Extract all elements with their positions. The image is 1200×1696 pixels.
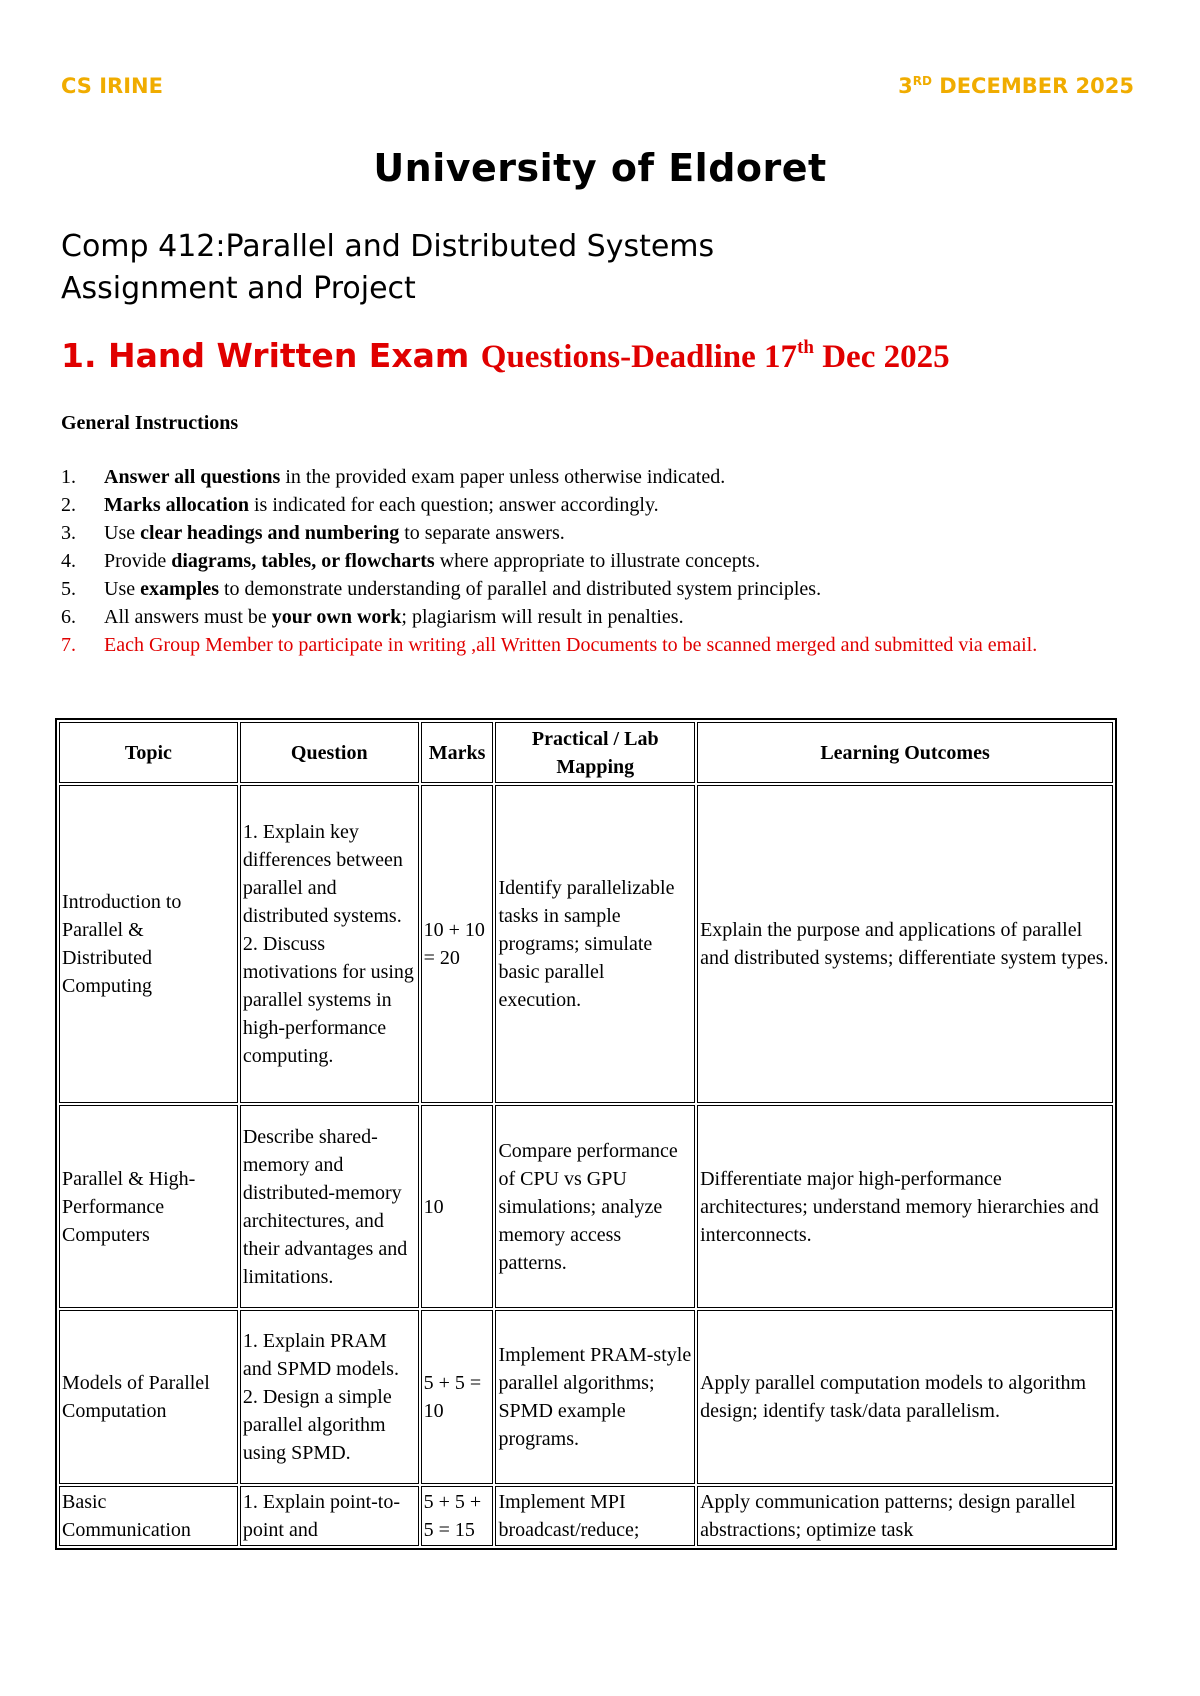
table-row (59, 785, 1113, 1103)
topic-cell: Parallel & High-Performance Computers (59, 1105, 238, 1308)
practical-cell: Implement MPI broadcast/reduce; (495, 1486, 695, 1546)
question-cell: 1. Explain PRAM and SPMD models. 2. Design a simple parallel algorithm using SPMD. (240, 1310, 419, 1484)
outcomes-cell: Apply parallel computation models to algorithm design; identify task/data parallelism. (697, 1310, 1113, 1484)
marks-cell: 10 (421, 1105, 494, 1308)
header-topic: Topic (59, 722, 238, 783)
header-author: CS IRINE (61, 74, 163, 98)
general-instructions-heading: General Instructions (61, 412, 239, 434)
instructions-list (61, 463, 1061, 659)
instruction-item: 4. Provide diagrams, tables, or flowcharts where appropriate to illustrate concepts. (61, 550, 761, 572)
assignment-table (55, 718, 1117, 1550)
header-question: Question (240, 722, 419, 783)
instruction-item: 1. Answer all questions in the provided exam paper unless otherwise indicated. (61, 466, 726, 488)
instruction-item: 6. All answers must be your own work; plagiarism will result in penalties. (61, 606, 684, 628)
header-practical: Practical / Lab Mapping (495, 722, 695, 783)
outcomes-cell: Differentiate major high-performance architectures; understand memory hierarchies and interconnects. (697, 1105, 1113, 1308)
course-name: Comp 412:Parallel and Distributed Systems (61, 229, 715, 264)
outcomes-cell: Apply communication patterns; design parallel abstractions; optimize task (697, 1486, 1113, 1546)
section-heading: 1. Hand Written Exam Questions-Deadline 17th Dec 2025 (61, 336, 950, 375)
course-title (61, 226, 714, 310)
question-cell: 1. Explain key differences between parallel and distributed systems. 2. Discuss motivations for using parallel systems in high-performance computing. (240, 785, 419, 1103)
header-marks: Marks (421, 722, 494, 783)
instruction-item: 3. Use clear headings and numbering to separate answers. (61, 522, 565, 544)
header-date: 3RD DECEMBER 2025 (898, 74, 1134, 98)
table-row (59, 1105, 1113, 1308)
table-header-row (59, 722, 1113, 783)
page-header (61, 74, 1134, 110)
topic-cell: Introduction to Parallel & Distributed Computing (59, 785, 238, 1103)
practical-cell: Identify parallelizable tasks in sample programs; simulate basic parallel execution. (495, 785, 695, 1103)
marks-cell: 5 + 5 = 10 (421, 1310, 494, 1484)
question-cell: Describe shared-memory and distributed-memory architectures, and their advantages and limitations. (240, 1105, 419, 1308)
outcomes-cell: Explain the purpose and applications of parallel and distributed systems; differentiate system types. (697, 785, 1113, 1103)
instruction-item: 5. Use examples to demonstrate understanding of parallel and distributed system principles. (61, 578, 822, 600)
table-row (59, 1486, 1113, 1546)
topic-cell: Basic Communication (59, 1486, 238, 1546)
practical-cell: Compare performance of CPU vs GPU simulations; analyze memory access patterns. (495, 1105, 695, 1308)
instruction-item: 2. Marks allocation is indicated for each question; answer accordingly. (61, 494, 659, 516)
practical-cell: Implement PRAM-style parallel algorithms; SPMD example programs. (495, 1310, 695, 1484)
table-row (59, 1310, 1113, 1484)
university-title: University of Eldoret (373, 146, 827, 190)
instruction-item-group: 7. Each Group Member to participate in writing ,all Written Documents to be scanned merged and submitted via email. (61, 634, 1038, 656)
marks-cell: 10 + 10 = 20 (421, 785, 494, 1103)
marks-cell: 5 + 5 + 5 = 15 (421, 1486, 494, 1546)
header-outcomes: Learning Outcomes (697, 722, 1113, 783)
course-subtitle: Assignment and Project (61, 271, 416, 306)
topic-cell: Models of Parallel Computation (59, 1310, 238, 1484)
question-cell: 1. Explain point-to-point and (240, 1486, 419, 1546)
